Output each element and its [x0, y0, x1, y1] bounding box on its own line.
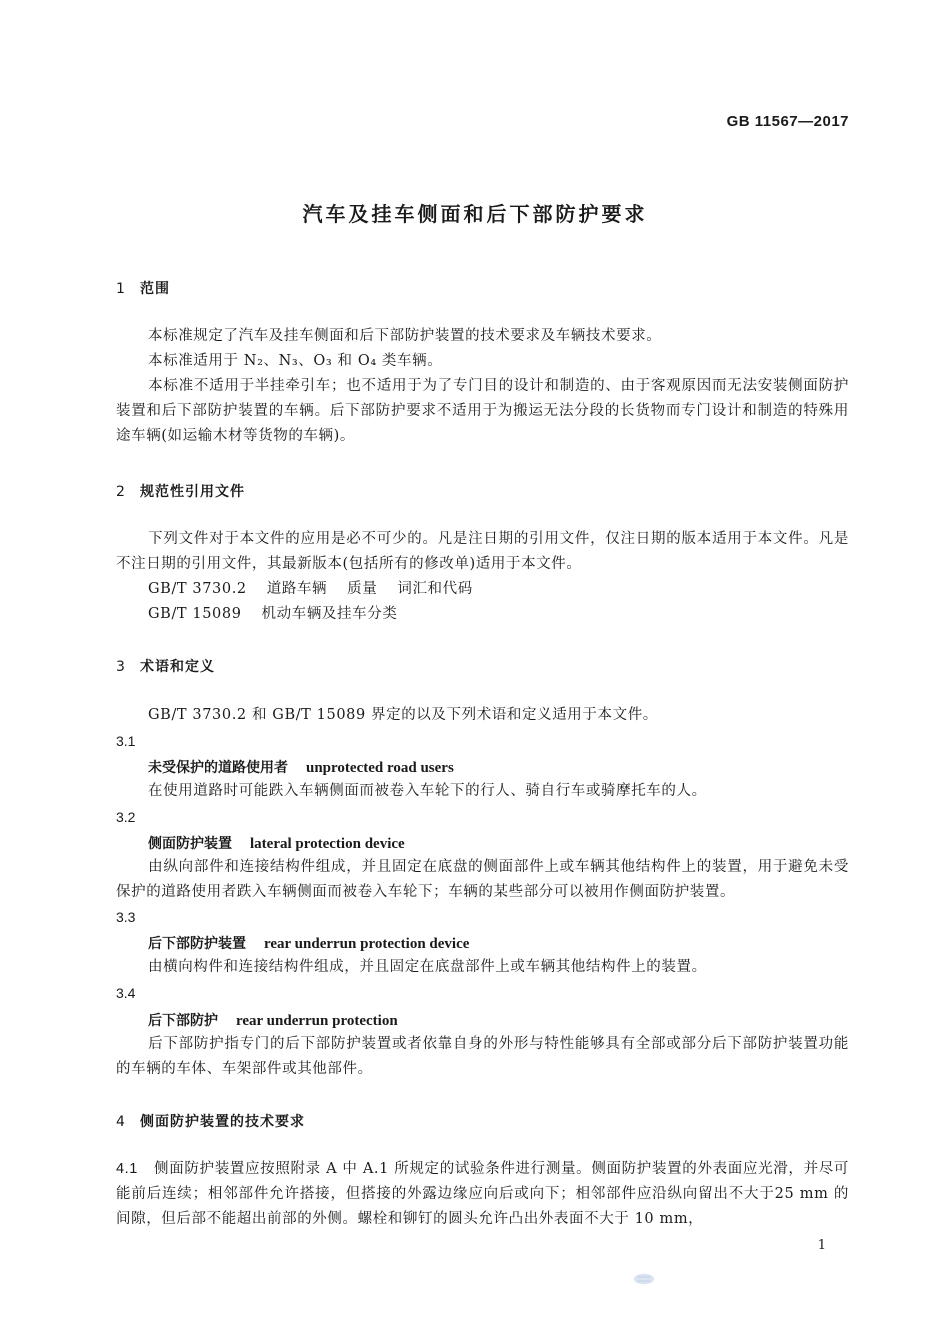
- section-2-heading: [116, 481, 245, 501]
- paragraph: [116, 374, 849, 449]
- term-en: rear underrun protection device: [264, 936, 470, 952]
- reference-title-part: 机动车辆及挂车分类: [261, 606, 398, 622]
- term-zh: 侧面防护装置: [148, 836, 232, 852]
- reference-item: [148, 577, 493, 602]
- section-title: 范围: [140, 281, 170, 297]
- section-title: 侧面防护装置的技术要求: [140, 1114, 305, 1130]
- sac-watermark-icon: [630, 1268, 658, 1290]
- section-title: 规范性引用文件: [140, 484, 245, 500]
- reference-title-part: 词汇和代码: [397, 581, 473, 597]
- section-3-heading: [116, 656, 215, 676]
- section-number: 3: [116, 659, 126, 675]
- clause-number: 3.1: [116, 733, 136, 749]
- section-number: 1: [116, 281, 126, 297]
- reference-title-part: 质量: [347, 581, 378, 597]
- paragraph: 本标准规定了汽车及挂车侧面和后下部防护装置的技术要求及车辆技术要求。: [148, 328, 662, 344]
- term-zh: 未受保护的道路使用者: [148, 760, 288, 776]
- sac-watermark-shape: [630, 1268, 658, 1290]
- clause-number: 3.3: [116, 909, 136, 925]
- paragraph-text: 本标准不适用于半挂牵引车；也不适用于为了专门目的设计和制造的、由于客观原因而无法安装侧面防护装置和后下部防护装置的车辆。后下部防护要求不适用于为搬运无法分段的长货物而专门设计和制造的特殊用途车辆(如运输木材等货物的车辆)。: [116, 378, 849, 444]
- reference-title-part: 道路车辆: [266, 581, 328, 597]
- section-1-heading: [116, 278, 170, 298]
- clause-number: 3.2: [116, 809, 136, 825]
- clause-4-1: [116, 1157, 849, 1232]
- clause-number: 4.1: [116, 1161, 138, 1177]
- clause-number: 3.4: [116, 985, 136, 1001]
- term-en: rear underrun protection: [236, 1013, 398, 1029]
- term-definition: [116, 855, 849, 905]
- term-definition: [116, 1032, 849, 1082]
- section-number: 2: [116, 484, 126, 500]
- paragraph-text: 侧面防护装置应按照附录 A 中 A.1 所规定的试验条件进行测量。侧面防护装置的外表面应光滑，并尽可能前后连续；相邻部件允许搭接，但搭接的外露边缘应向后或向下；相邻部件应沿纵向留出不大于25 mm 的间隙，但后部不能超出前部的外侧。螺栓和铆钉的圆头允许凸出外表面不大于 10 mm，: [116, 1161, 849, 1227]
- page-number: 1: [817, 1238, 826, 1253]
- section-number: 4: [116, 1114, 126, 1130]
- term-definition: 在使用道路时可能跌入车辆侧面而被卷入车轮下的行人、骑自行车或骑摩托车的人。: [148, 783, 707, 799]
- standard-code: GB 11567—2017: [726, 113, 849, 130]
- reference-code: GB/T 15089: [148, 606, 242, 622]
- paragraph-text: 下列文件对于本文件的应用是必不可少的。凡是注日期的引用文件，仅注日期的版本适用于本文件。凡是不注日期的引用文件，其最新版本(包括所有的修改单)适用于本文件。: [116, 531, 849, 572]
- reference-code: GB/T 3730.2: [148, 581, 247, 597]
- paragraph: GB/T 3730.2 和 GB/T 15089 界定的以及下列术语和定义适用于本文件。: [148, 707, 658, 723]
- paragraph-text: 由纵向部件和连接结构件组成，并且固定在底盘的侧面部件上或车辆其他结构件上的装置，用于避免未受保护的道路使用者跌入车辆侧面而被卷入车轮下；车辆的某些部分可以被用作侧面防护装置。: [116, 859, 849, 900]
- paragraph: 本标准适用于 N₂、N₃、O₃ 和 O₄ 类车辆。: [148, 353, 443, 369]
- paragraph-text: 后下部防护指专门的后下部防护装置或者依靠自身的外形与特性能够具有全部或部分后下部防护装置功能的车辆的车体、车架部件或其他部件。: [116, 1036, 849, 1077]
- term-heading: [148, 933, 469, 953]
- term-zh: 后下部防护装置: [148, 936, 246, 952]
- term-en: lateral protection device: [250, 836, 405, 852]
- term-heading: [148, 833, 405, 853]
- section-4-heading: [116, 1111, 305, 1131]
- term-definition: 由横向构件和连接结构件组成，并且固定在底盘部件上或车辆其他结构件上的装置。: [148, 959, 707, 975]
- term-heading: [148, 1010, 398, 1030]
- section-title: 术语和定义: [140, 659, 215, 675]
- term-zh: 后下部防护: [148, 1013, 218, 1029]
- term-en: unprotected road users: [306, 760, 454, 776]
- term-heading: [148, 757, 454, 777]
- document-title: 汽车及挂车侧面和后下部防护要求: [302, 202, 648, 226]
- reference-item: [148, 602, 417, 627]
- paragraph: [116, 527, 849, 577]
